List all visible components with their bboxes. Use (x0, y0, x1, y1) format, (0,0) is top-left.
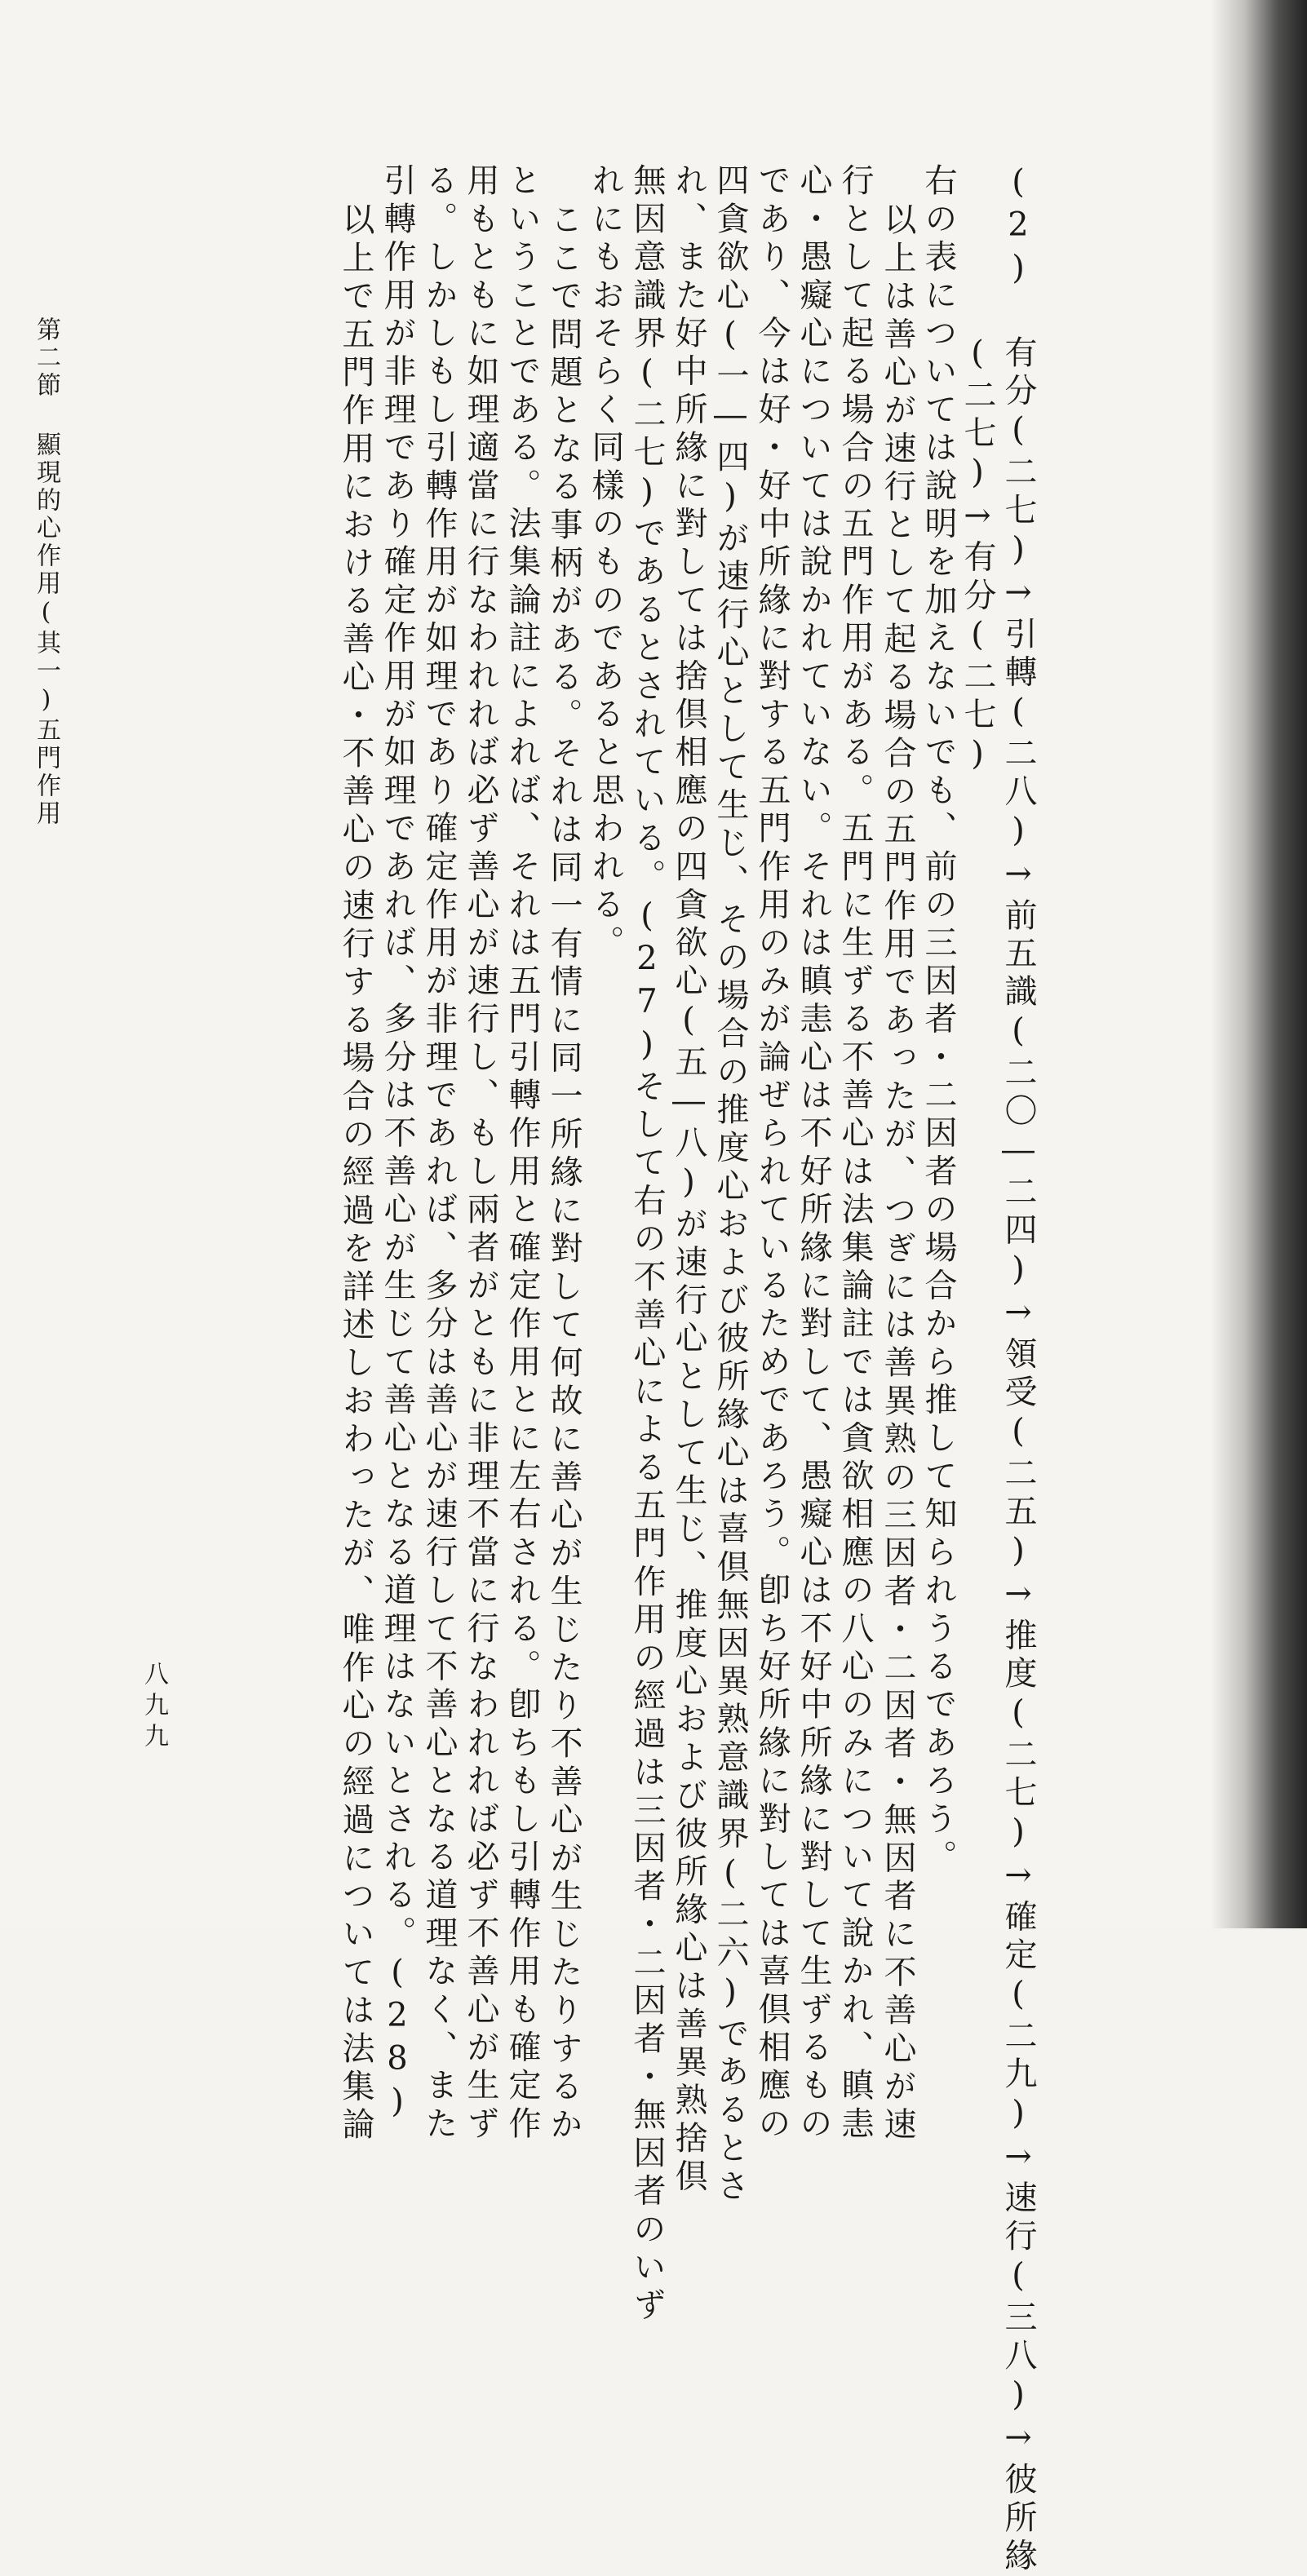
text-line: ここで問題となる事柄がある。それは同一有情に同一所緣に對して何故に善心が生じたり不善心が生じたりするか (545, 202, 583, 2145)
text-line: 心・愚癡心については說かれていない。それは瞋恚心は不好所緣に對して、愚癡心は不好中所緣に對して生ずるもの (795, 163, 832, 2144)
formula-line-2: (二七)→有分(二七) (959, 334, 996, 778)
text-line: れ、また好中所緣に對しては捨倶相應の四貪欲心(五―八)が速行心として生じ、推度心および彼所緣心は善異熟捨倶 (670, 163, 707, 2198)
text-line: れにもおそらく同樣のものであると思われる。 (587, 163, 624, 963)
text-line: 無因意識界(二七)であるとされている。(27)そして右の不善心による五門作用の經過は三因者・二因者・無因者のいず (628, 163, 666, 2326)
text-line: る。しかしもし引轉作用が如理であり確定作用が非理であれば、多分は善心が速行して不善心となる道理なく、また (420, 163, 458, 2144)
page-number: 八九九 (140, 1661, 168, 1754)
text-line: 四貪欲心(一―四)が速行心として生じ、その場合の推度心および彼所緣心は喜倶無因異熟意識界(二六)であるとさ (711, 163, 749, 2207)
text-line: ということである。法集論註によれば、それは五門引轉作用と確定作用とに左右される。卽ちもし引轉作用も確定作 (503, 163, 541, 2144)
text-line: 用もともに如理適當に行なわれれば必ず善心が速行し、もし兩者がともに非理不當に行なわれれば必ず不善心が生ず (462, 163, 499, 2144)
text-line: 以上は善心が速行として起る場合の五門作用であったが、つぎには善異熟の三因者・二因者・無因者に不善心が速 (879, 202, 916, 2145)
text-line: 引轉作用が非理であり確定作用が如理であれば、多分は不善心が生じて善心となる道理はないとされる。(28) (379, 163, 416, 2126)
formula-line-1: (2) 有分(二七)→引轉(二八)→前五識(二〇―二四)→領受(二五)→推度(二七)→確定(二九)→速行(三八)→彼所緣 (999, 163, 1037, 2576)
text-line: であり、今は好・好中所緣に對する五門作用のみが論ぜられているためであろう。卽ち好所緣に對しては喜倶相應の (753, 163, 791, 2144)
text-line: 以上で五門作用における善心・不善心の速行する場合の經過を詳述しおわったが、唯作心の經過については法集論 (337, 202, 374, 2145)
text-line: 右の表については說明を加えないでも、前の三因者・二因者の場合から推して知られうるであろう。 (919, 163, 957, 1878)
text-line: 行として起る場合の五門作用がある。五門に生ずる不善心は法集論註では貪欲相應の八心のみについて說かれ、瞋恚 (836, 163, 874, 2144)
running-footer-title: 第二節 顯現的心作用(其一)五門作用 (32, 316, 60, 828)
binding-shadow (1211, 0, 1307, 1928)
